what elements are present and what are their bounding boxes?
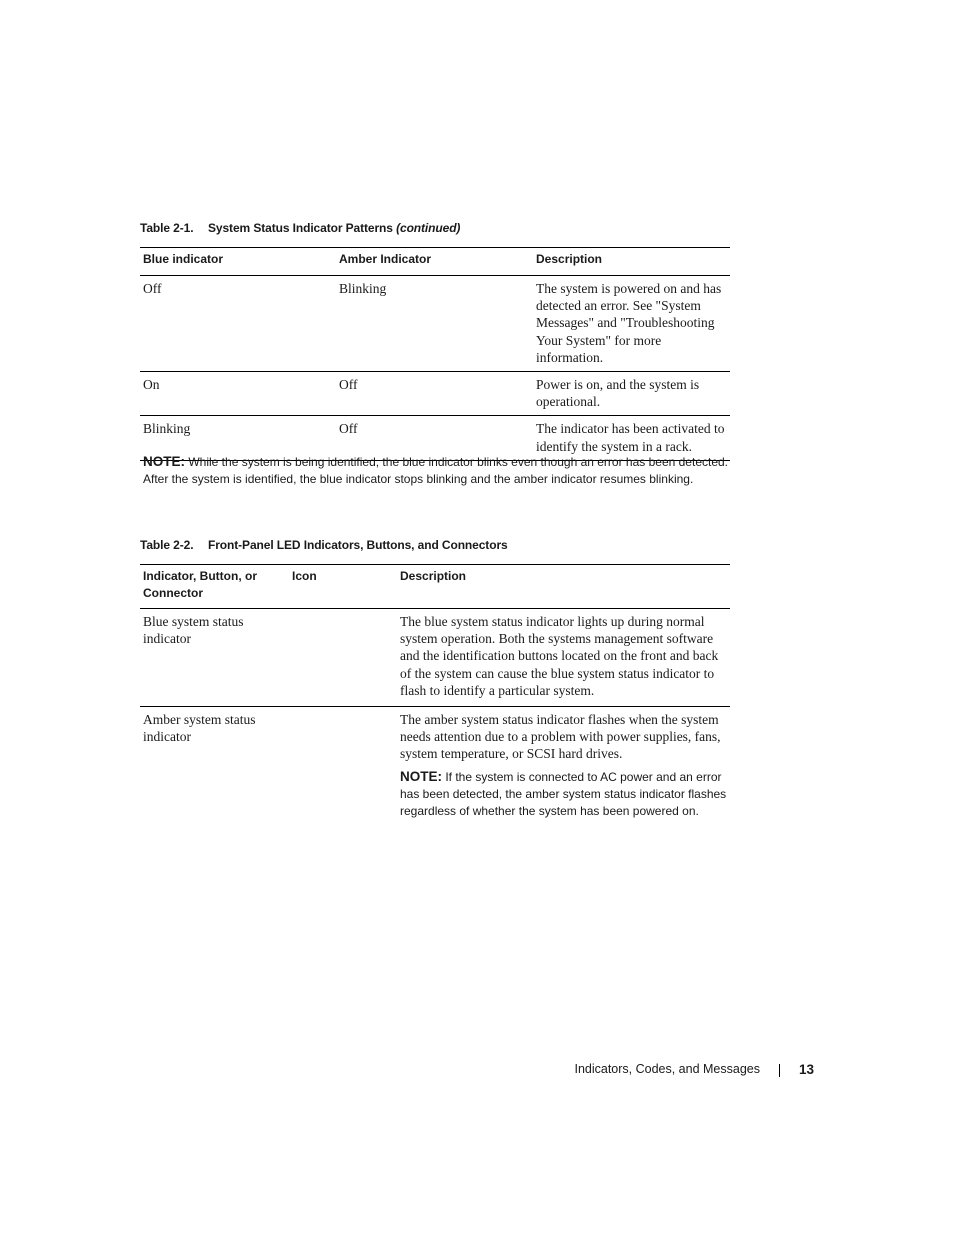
- note-label: NOTE:: [143, 454, 185, 469]
- note-text: If the system is connected to AC power and an error has been detected, the amber system status indicator flashes regardless of whether the system has been powered on.: [400, 769, 727, 818]
- amber-note: [400, 768, 727, 820]
- page-number: 13: [798, 1062, 814, 1077]
- note-text: While the system is being identified, the blue indicator blinks even though an error has been detected. After the system is identified, the blue indicator stops blinking and the amber indicator resumes blinking.: [143, 455, 729, 486]
- cell-icon: [289, 609, 397, 707]
- cell-description: [397, 707, 730, 827]
- cell-name: Blue system status indicator: [140, 609, 289, 707]
- cell-description: Power is on, and the system is operational.: [533, 372, 730, 416]
- cell-amber: Off: [336, 416, 533, 460]
- table1-continued: (continued): [396, 221, 461, 235]
- header-description: Description: [533, 248, 730, 276]
- table1-caption: [140, 221, 460, 235]
- identification-note: [143, 453, 733, 488]
- cell-amber: Blinking: [336, 276, 533, 372]
- table2-caption: [140, 538, 508, 552]
- cell-description: The indicator has been activated to identify the system in a rack.: [533, 416, 730, 460]
- table2-title: Front-Panel LED Indicators, Buttons, and Connectors: [208, 538, 508, 552]
- table-row: [140, 609, 730, 707]
- header-description: Description: [397, 565, 730, 609]
- status-indicator-table: [140, 247, 730, 461]
- cell-blue: Blinking: [140, 416, 336, 460]
- table-header-row: [140, 565, 730, 609]
- header-indicator-button-connector: Indicator, Button, or Connector: [140, 565, 289, 609]
- front-panel-table: [140, 564, 730, 827]
- note-label: NOTE:: [400, 768, 442, 784]
- cell-icon: [289, 707, 397, 827]
- description-text: The amber system status indicator flashes when the system needs attention due to a problem with power supplies, fans, system temperature, or SCSI hard drives.: [400, 712, 721, 762]
- table-header-row: [140, 248, 730, 276]
- header-amber-indicator: Amber Indicator: [336, 248, 533, 276]
- table-row: [140, 276, 730, 372]
- footer-divider: [779, 1064, 780, 1077]
- table1-number: Table 2-1.: [140, 221, 194, 235]
- table-row: [140, 707, 730, 827]
- cell-name: Amber system status indicator: [143, 712, 256, 745]
- header-icon: Icon: [289, 565, 397, 609]
- cell-amber: Off: [336, 372, 533, 416]
- table2-number: Table 2-2.: [140, 538, 194, 552]
- cell-description: The blue system status indicator lights up during normal system operation. Both the systems management software and the identification buttons located on the front and back of the system can cause the blue system status indicator to flash to identify a particular system.: [397, 609, 730, 707]
- table1-title: System Status Indicator Patterns: [208, 221, 393, 235]
- footer-section-title: Indicators, Codes, and Messages: [574, 1062, 760, 1076]
- cell-blue: Off: [140, 276, 336, 372]
- cell-description: The system is powered on and has detected an error. See "System Messages" and "Troubleshooting Your System" for more information.: [533, 276, 730, 372]
- table-row: [140, 372, 730, 416]
- header-blue-indicator: Blue indicator: [140, 248, 336, 276]
- cell-blue: On: [140, 372, 336, 416]
